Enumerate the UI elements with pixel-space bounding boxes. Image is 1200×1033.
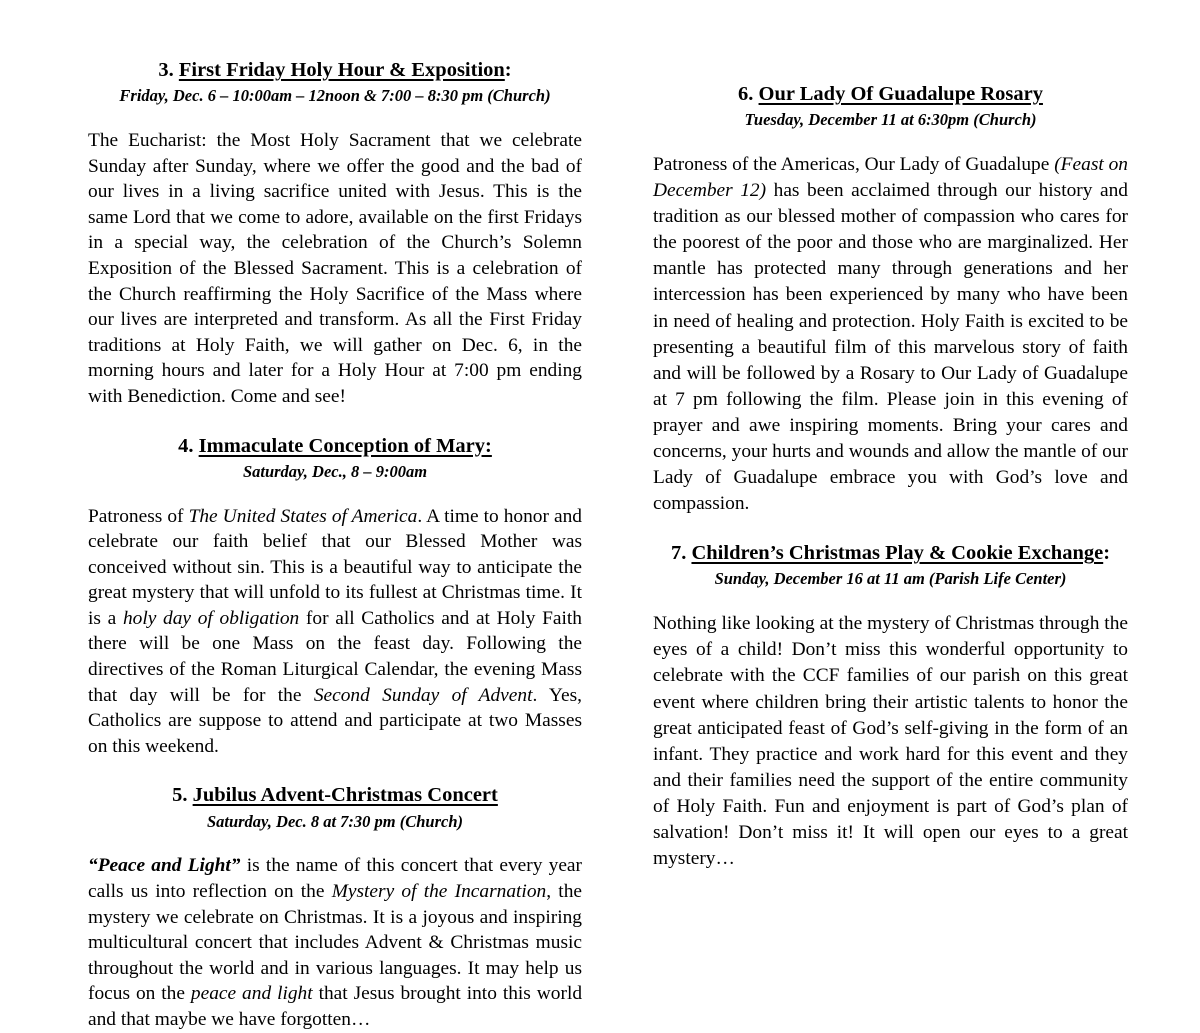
text-run-italic: Second Sunday of Advent [313, 684, 533, 706]
section-4-subtitle: Saturday, Dec., 8 – 9:00am [242, 461, 428, 481]
section-3-number: 3. [158, 59, 174, 81]
section-7-body [653, 611, 1128, 872]
section-7-heading [653, 541, 1128, 565]
section-5-body [88, 853, 582, 1032]
text-run: that Jesus brought into this world and that maybe we have forgotten… [88, 983, 583, 1030]
section-6-number: 6. [738, 83, 754, 105]
section-3-body [88, 128, 582, 410]
spacer [88, 410, 582, 434]
text-run-italic: peace and light [190, 983, 313, 1005]
section-6-subtitle: Tuesday, December 11 at 6:30pm (Church) [744, 110, 1037, 130]
section-5-subtitle: Saturday, Dec. 8 at 7:30 pm (Church) [206, 811, 464, 831]
text-run: for all Catholics and at Holy Faith there will be one Mass on the feast day. Following the directives of the Roman Liturgical Calendar, the evening Mass that day will be for the [88, 607, 582, 706]
text-run: is the name of this concert that every year calls us into reflection on the [88, 855, 582, 903]
section-5 [88, 783, 582, 1032]
section-6-heading [653, 82, 1128, 106]
text-run-italic: The United States of America [188, 505, 418, 527]
text-run: has been acclaimed through our history and tradition as our blessed mother of compassion who cares for the poorest of the poor and those who are marginalized. Her mantle has protected many through generations and her intercession has been experienced by many who have been in need of healing and protection. Holy Faith is excited to be presenting a beautiful film of this marvelous story of faith and will be followed by a Rosary to Our Lady of Guadalupe at 7 pm following the film. Please join in this evening of prayer and awe inspiring moments. Bring your cares and concerns, your hurts and wounds and allow the mantle of our Lady of Guadalupe embrace you with God’s love and compassion. [653, 180, 1128, 515]
text-run-italic: holy day of obligation [122, 607, 300, 629]
section-3-title: First Friday Holy Hour & Exposition [178, 59, 505, 81]
section-7 [653, 541, 1128, 872]
text-run: . Yes, Catholics are suppose to attend and participate at two Masses on this weekend. [88, 684, 582, 757]
section-7-title-tail: : [1103, 542, 1111, 565]
text-run-italic: (Feast on December 12) [653, 153, 1128, 202]
section-5-heading [88, 783, 582, 807]
section-5-number: 5. [172, 784, 188, 807]
text-run: The Eucharist: the Most Holy Sacrament that we celebrate Sunday after Sunday, where we offer the good and the bad of our lives in a living sacrifice united with Jesus. This is the same Lord that we come to adore, available on the first Fridays in a special way, the celebration of the Church’s Solemn Exposition of the Blessed Sacrament. This is a celebration of the Church reaffirming the Holy Sacrifice of the Mass where our lives are interpreted and transform. As all the First Friday traditions at Holy Faith, we will gather on Dec. 6, in the morning hours and later for a Holy Hour at 7:00 pm ending with Benediction. Come and see! [88, 129, 582, 407]
text-run-bold-italic: “Peace and Light” [88, 855, 241, 877]
section-4-title: Immaculate Conception of Mary: [198, 434, 492, 457]
section-5-title: Jubilus Advent-Christmas Concert [192, 784, 498, 807]
section-6 [653, 82, 1128, 517]
text-run: . A time to honor and celebrate our faith belief that our Blessed Mother was conceived without sin. This is a beautiful way to anticipate the great mystery that will unfold to its fullest at Christmas time. It is a [88, 505, 582, 629]
text-run: Patroness of the Americas, Our Lady of Guadalupe [653, 153, 1055, 175]
section-4-heading [88, 434, 582, 458]
section-3-title-tail: : [504, 59, 512, 81]
section-4-number: 4. [178, 434, 194, 457]
text-run-italic: Mystery of the Incarnation [331, 881, 547, 903]
text-run: , the mystery we celebrate on Christmas. It is a joyous and inspiring multicultural concert that includes Advent & Christmas music throughout the world and in various languages. It may help us focus on the [88, 881, 582, 1005]
left-column [0, 0, 582, 1033]
spacer [88, 759, 582, 783]
right-column [653, 0, 1200, 872]
section-3 [88, 58, 582, 410]
section-7-title: Children’s Christmas Play & Cookie Exchange [691, 542, 1104, 565]
text-run: Patroness of [88, 505, 189, 527]
section-7-subtitle: Sunday, December 16 at 11 am (Parish Life Center) [714, 569, 1067, 589]
section-4-body [88, 504, 582, 760]
section-3-heading [88, 58, 582, 82]
section-7-number: 7. [670, 542, 687, 565]
section-3-subtitle: Friday, Dec. 6 – 10:00am – 12noon & 7:00 – 8:30 pm (Church) [119, 86, 551, 106]
spacer [653, 517, 1128, 541]
section-6-title: Our Lady Of Guadalupe Rosary [758, 83, 1043, 105]
section-4 [88, 434, 582, 760]
section-6-body [653, 152, 1128, 517]
text-run: Nothing like looking at the mystery of Christmas through the eyes of a child! Don’t miss this wonderful opportunity to celebrate with the CCF families of our parish on this great event where children bring their artistic talents to honor the great anticipated feast of God’s self-giving in the form of an infant. They practice and work hard for this event and they and their families need the support of the entire community of Holy Faith. Fun and enjoyment is part of God’s plan of salvation! Don’t miss it! It will open our eyes to a great mystery… [653, 613, 1128, 870]
